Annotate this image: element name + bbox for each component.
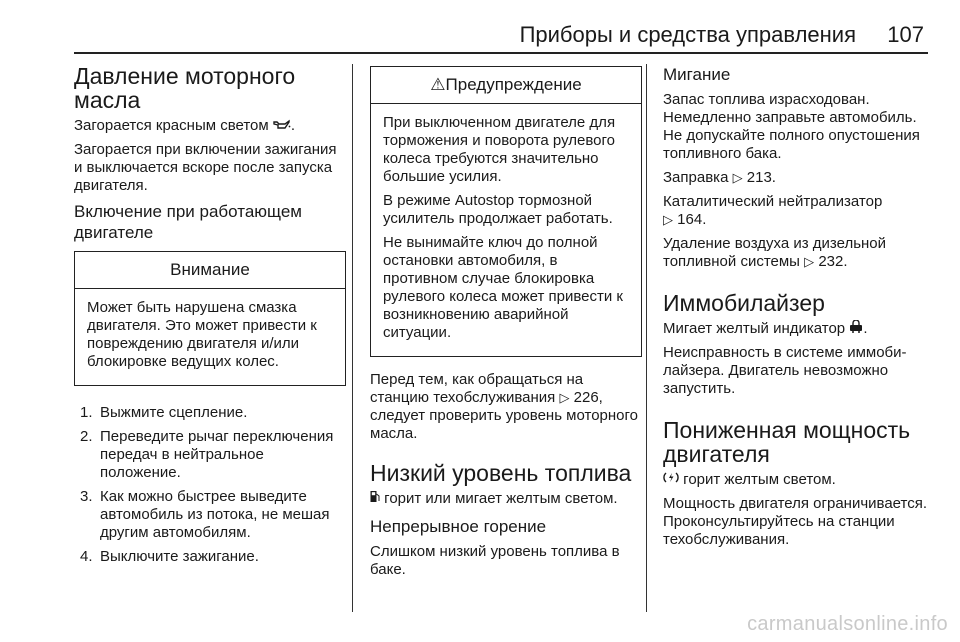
list-item: 1. Выжмите сцепление. — [80, 404, 248, 421]
fuel-pump-icon — [370, 489, 380, 507]
page-ref-link[interactable]: 232 — [818, 253, 844, 270]
list-item: 2. Переведите рычаг переключения передач в нейтральное положение. — [80, 428, 334, 481]
steady-paragraph: Слишком низкий уровень топлива в баке. — [370, 543, 620, 578]
warning-paragraph: В режиме Autostop тормозной усилитель продолжает работать. — [383, 192, 613, 227]
oil-can-icon — [273, 116, 291, 134]
page-ref-link[interactable]: 226 — [573, 389, 599, 406]
column-divider-1 — [352, 64, 353, 612]
notice-body: Может быть нарушена смазка двигателя. Это может привести к повреждению двигателя и/или блокировке ведущих колес. — [87, 299, 317, 370]
steps-list — [74, 404, 346, 566]
power-lamp-paragraph: горит желтым светом. — [663, 470, 931, 489]
refuel-ref-paragraph: Заправка ▷ 213. — [663, 169, 776, 186]
column-3 — [663, 64, 931, 555]
engine-power-icon — [663, 470, 679, 488]
power-description: Мощность двигателя ограничивается. Проконсультируйтесь на станции техобслуживания. — [663, 495, 928, 548]
notice-title: Внимание — [75, 252, 345, 289]
heading-oil-pressure: Давление моторного масла — [74, 63, 296, 113]
oil-lamp-description: Загорается при включении зажигания и выключается вскоре после запуска двигателя. — [74, 141, 337, 194]
immo-paragraph: Мигает желтый индикатор . — [663, 320, 868, 337]
column-1 — [74, 64, 346, 572]
warning-header — [371, 67, 641, 104]
page-ref-arrow-icon: ▷ — [663, 212, 673, 227]
subheading-blinking: Мигание — [663, 65, 731, 84]
page-ref-arrow-icon: ▷ — [804, 254, 815, 269]
page-ref-link[interactable]: 213 — [746, 169, 772, 186]
watermark: carmanualsonline.info — [747, 613, 948, 635]
subheading-engine-running: Включение при работающем двигателе — [74, 202, 302, 242]
notice-box — [74, 251, 346, 386]
column-2 — [370, 64, 642, 585]
warning-box — [370, 66, 642, 357]
immo-fault-paragraph: Неисправность в системе иммобилайзера. Двигатель невозможно запустить. — [663, 344, 907, 397]
list-item: 4. Выключите зажигание. — [80, 548, 259, 565]
car-lock-icon — [849, 319, 863, 337]
column-divider-2 — [646, 64, 647, 612]
warning-paragraph: При выключенном двигателе для торможения и поворота рулевого колеса требуются значительно большие усилия. — [383, 114, 616, 185]
header-rule — [74, 52, 928, 54]
air-bleed-ref-paragraph: Удаление воздуха из дизельной топливной системы ▷ 232. — [663, 235, 887, 270]
heading-immobilizer: Иммобилайзер — [663, 290, 825, 316]
page-ref-arrow-icon: ▷ — [559, 390, 570, 405]
page-ref-link[interactable]: 164 — [677, 211, 703, 228]
heading-low-fuel: Низкий уровень топлива — [370, 460, 632, 486]
page-ref-arrow-icon: ▷ — [732, 170, 743, 185]
catalyst-ref-paragraph: Каталитический нейтрализатор ▷ 164. — [663, 193, 883, 228]
warning-paragraph: Не вынимайте ключ до полной остановки автомобиля, в противном случае блокировка рулевого колеса может привести к возникновению аварийной ситуации. — [383, 234, 623, 341]
warning-title: Предупреждение — [445, 75, 582, 94]
list-item: 3. Как можно быстрее выведите автомобиль из потока, не мешая другим автомобилям. — [80, 488, 330, 541]
blink-paragraph: Запас топлива израсходован. Немедленно заправьте автомобиль. Не допускайте полного опустошения топливного бака. — [663, 91, 920, 162]
subheading-steady: Непрерывное горение — [370, 517, 547, 536]
page-number: 107 — [887, 22, 924, 47]
page-section-title: Приборы и средства управления — [519, 22, 856, 47]
warning-icon: ⚠ — [430, 75, 446, 94]
service-paragraph: Перед тем, как обращаться на станцию техобслуживания ▷ 226, следует проверить уровень моторного масла. — [370, 371, 639, 442]
oil-lamp-paragraph: Загорается красным светом . — [74, 117, 296, 134]
heading-reduced-power: Пониженная мощность двигателя — [663, 417, 911, 467]
fuel-lamp-paragraph: горит или мигает желтым светом. — [370, 489, 642, 508]
